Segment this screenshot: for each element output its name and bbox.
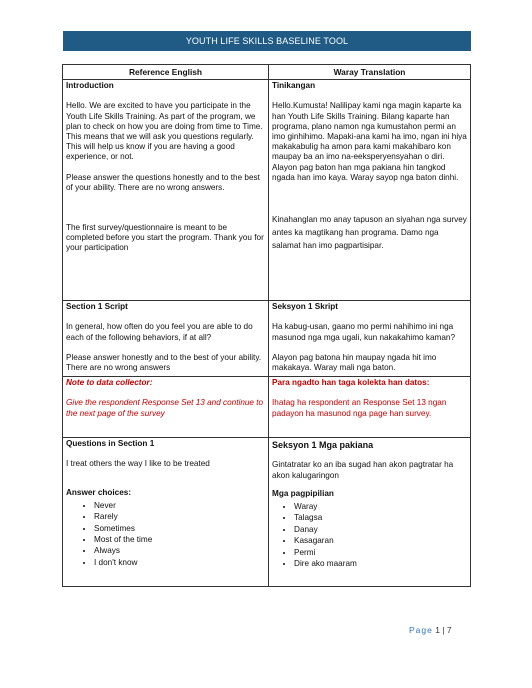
- intro-title-wa: Tinikangan: [272, 81, 316, 91]
- list-item: • Rarely: [94, 511, 265, 522]
- note-body-en: Give the respondent Response Set 13 and continue to the next page of the survey: [66, 398, 264, 418]
- section1-paragraph-wa-1: Ha kabug-usan, gaano mo permi nahihimo ini nga masunod nga mga ugali, kun nakakahimo kaman?: [272, 322, 455, 342]
- section1-paragraph-en-2: Please answer honestly and to the best of your ability. There are no wrong answers: [66, 352, 262, 373]
- translation-table: [62, 64, 471, 587]
- section1-english-cell: [63, 301, 269, 377]
- intro-waray-cell: [269, 80, 471, 301]
- question-text-en: I treat others the way I like to be treated: [66, 459, 210, 469]
- list-item: • Dire ako maaram: [294, 558, 467, 569]
- col-header-english: Reference English: [63, 65, 269, 80]
- list-item: • Waray: [294, 501, 467, 512]
- page-number: 1 | 7: [435, 625, 452, 635]
- table-row: [63, 438, 471, 587]
- section1-title-en: Section 1 Script: [66, 302, 128, 312]
- note-title-wa: Para ngadto han taga kolekta han datos:: [272, 378, 430, 388]
- questions-title-wa: Seksyon 1 Mga pakiana: [272, 440, 374, 451]
- answer-choices-list-wa: [272, 501, 467, 569]
- note-waray-cell: [269, 377, 471, 438]
- intro-english-cell: [63, 80, 269, 301]
- section1-paragraph-wa-2: Alayon pag batona hin maupay ngada hit imo makakaya. Waray mali nga baton.: [272, 352, 437, 373]
- question-text-wa: Gintatratar ko an iba sugad han akon pagtratar ha akon kalugaringon: [272, 460, 454, 480]
- list-item: • Always: [94, 545, 265, 556]
- section1-paragraph-en-1: In general, how often do you feel you are able to do each of the following behaviors, if at all?: [66, 322, 253, 342]
- note-english-cell: [63, 377, 269, 438]
- note-body-wa: Ihatag ha respondent an Response Set 13 ngan padayon ha masunod nga page han survey.: [272, 398, 447, 418]
- note-title-en: Note to data collector:: [66, 378, 153, 388]
- list-item: • Never: [94, 500, 265, 511]
- questions-waray-cell: [269, 438, 471, 587]
- table-header-row: [63, 65, 471, 80]
- section1-waray-cell: [269, 301, 471, 377]
- page-label: Page: [409, 625, 433, 635]
- list-item: • Permi: [294, 547, 467, 558]
- list-item: • Talagsa: [294, 512, 467, 523]
- questions-title-en: Questions in Section 1: [66, 439, 155, 449]
- answer-choices-list-en: [66, 500, 265, 568]
- table-row: [63, 80, 471, 301]
- intro-paragraph-wa-1: Hello.Kumusta! Nalilipay kami nga magin kaparte ka han Youth Life Skills Training. Bilang kaparte han programa, plano namon nga kumustahon permi an imo ginhihimo. Mapaki-ana kami ha imo, ngan ini hiya makakabulig ha amon para kami makahibaro kon maupay ba an imo na-eeksperyensyahan o diri. Alayon pag baton han mga pakiana hin tangkod ngada han imo kaya. Waray sayop nga baton dinhi.: [272, 101, 467, 182]
- intro-paragraph-en-1: Hello. We are excited to have you participate in the Youth Life Skills Training. As part of the program, we plan to check on how you are doing from time to Time. This means that we will ask you questions regularly. This will help us know if you are having a good experience, or not.: [66, 101, 263, 162]
- intro-paragraph-wa-2: Kinahanglan mo anay tapuson an siyahan nga survey antes ka magtikang han programa. Damo nga salamat han imo pagpartisipar.: [272, 215, 467, 251]
- list-item: • Danay: [294, 524, 467, 535]
- list-item: • I don't know: [94, 557, 265, 568]
- document-banner: YOUTH LIFE SKILLS BASELINE TOOL: [63, 31, 471, 51]
- intro-paragraph-en-2: Please answer the questions honestly and to the best of your ability. There are no wrong answers.: [66, 172, 260, 192]
- answer-choices-label-wa: Mga pagpipilian: [272, 488, 334, 498]
- questions-english-cell: [63, 438, 269, 587]
- col-header-waray: Waray Translation: [269, 65, 471, 80]
- answer-choices-label-en: Answer choices:: [66, 487, 132, 497]
- page-footer: [409, 625, 452, 635]
- list-item: • Sometimes: [94, 523, 265, 534]
- section1-title-wa: Seksyon 1 Skript: [272, 302, 339, 312]
- table-row: [63, 301, 471, 377]
- list-item: • Kasagaran: [294, 535, 467, 546]
- intro-title-en: Introduction: [66, 81, 114, 91]
- intro-paragraph-en-3: The first survey/questionnaire is meant to be completed before you start the program. Thank you for your participation: [66, 223, 264, 253]
- list-item: • Most of the time: [94, 534, 265, 545]
- table-row: [63, 377, 471, 438]
